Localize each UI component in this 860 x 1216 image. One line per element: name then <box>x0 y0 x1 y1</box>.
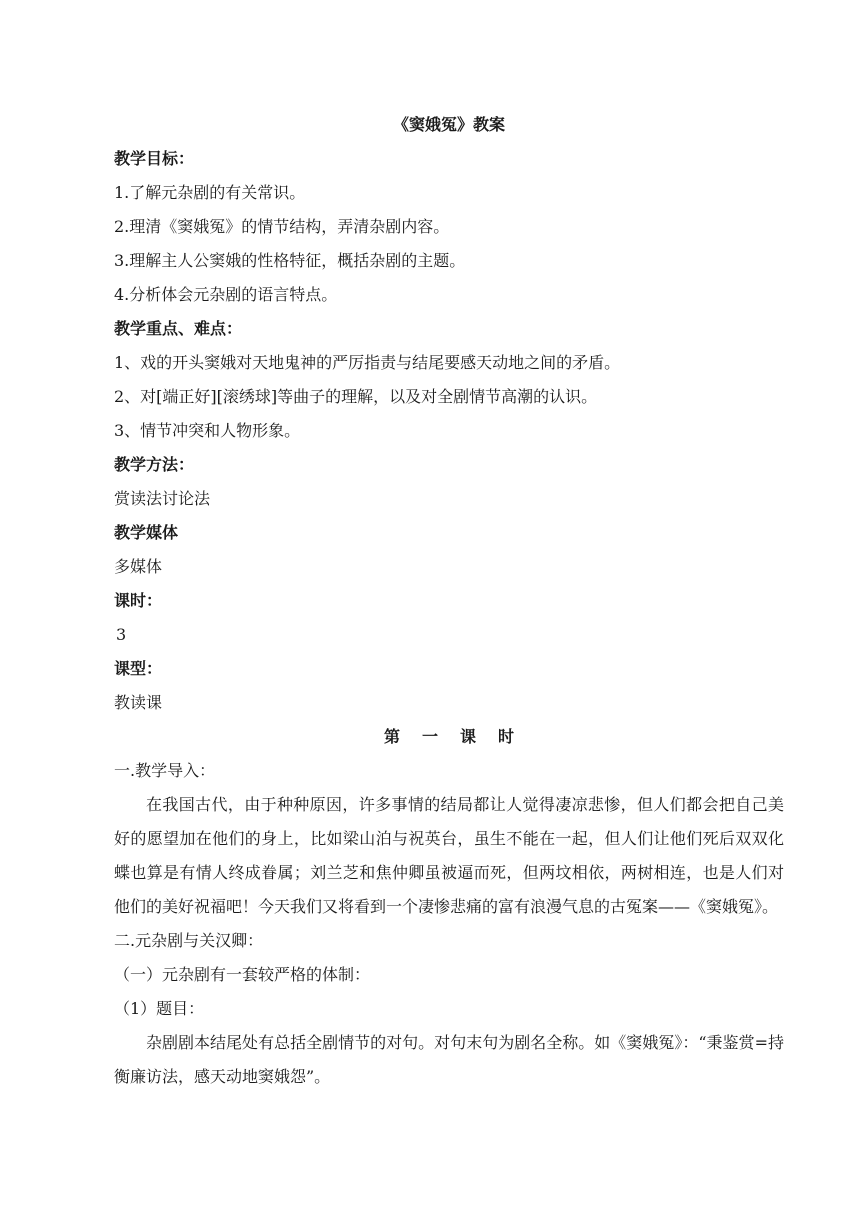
goal-item: 1.了解元杂剧的有关常识。 <box>114 183 306 202</box>
methods-heading: 教学方法： <box>114 455 195 474</box>
media-text: 多媒体 <box>114 557 163 576</box>
type-text: 教读课 <box>114 693 163 712</box>
section-title: 第一课时 <box>383 727 536 746</box>
key-point-item: 3、情节冲突和人物形象。 <box>114 421 301 440</box>
document-title: 《窦娥冤》教案 <box>392 115 505 134</box>
part2-heading: 二.元杂剧与关汉卿： <box>114 931 264 950</box>
document-body <box>114 108 784 1094</box>
media-heading: 教学媒体 <box>114 523 179 542</box>
key-point-item: 2、对[端正好][滚绣球]等曲子的理解，以及对全剧情节高潮的认识。 <box>114 387 598 406</box>
intro-paragraph: 在我国古代，由于种种原因，许多事情的结局都让人觉得凄凉悲惨，但人们都会把自己美好的愿望加在他们的身上，比如梁山泊与祝英台，虽生不能在一起，但人们让他们死后双双化蝶也算是有情人终成眷属；刘兰芝和焦仲卿虽被逼而死，但两坟相依，两树相连，也是人们对他们的美好祝福吧！今天我们又将看到一个凄惨悲痛的富有浪漫气息的古冤案——《窦娥冤》。 <box>114 795 784 916</box>
periods-heading: 课时： <box>114 591 163 610</box>
methods-text: 赏读法讨论法 <box>114 489 211 508</box>
sub1-1-heading: （1）题目： <box>114 999 205 1018</box>
goal-item: 2.理清《窦娥冤》的情节结构，弄清杂剧内容。 <box>114 217 450 236</box>
key-points-heading: 教学重点、难点： <box>114 319 243 338</box>
type-heading: 课型： <box>114 659 163 678</box>
intro-heading: 一.教学导入： <box>114 761 216 780</box>
goal-item: 3.理解主人公窦娥的性格特征，概括杂剧的主题。 <box>114 251 466 270</box>
periods-text: 3 <box>116 625 127 644</box>
sub1-1-paragraph: 杂剧剧本结尾处有总括全剧情节的对句。对句末句为剧名全称。如《窦娥冤》：“秉鉴赏=持衡廉访法，感天动地窦娥怨”。 <box>114 1033 784 1086</box>
goal-item: 4.分析体会元杂剧的语言特点。 <box>114 285 338 304</box>
goals-heading: 教学目标： <box>114 149 195 168</box>
sub1-heading: （一）元杂剧有一套较严格的体制： <box>114 965 371 984</box>
key-point-item: 1、戏的开头窦娥对天地鬼神的严厉指责与结尾要感天动地之间的矛盾。 <box>114 353 621 372</box>
